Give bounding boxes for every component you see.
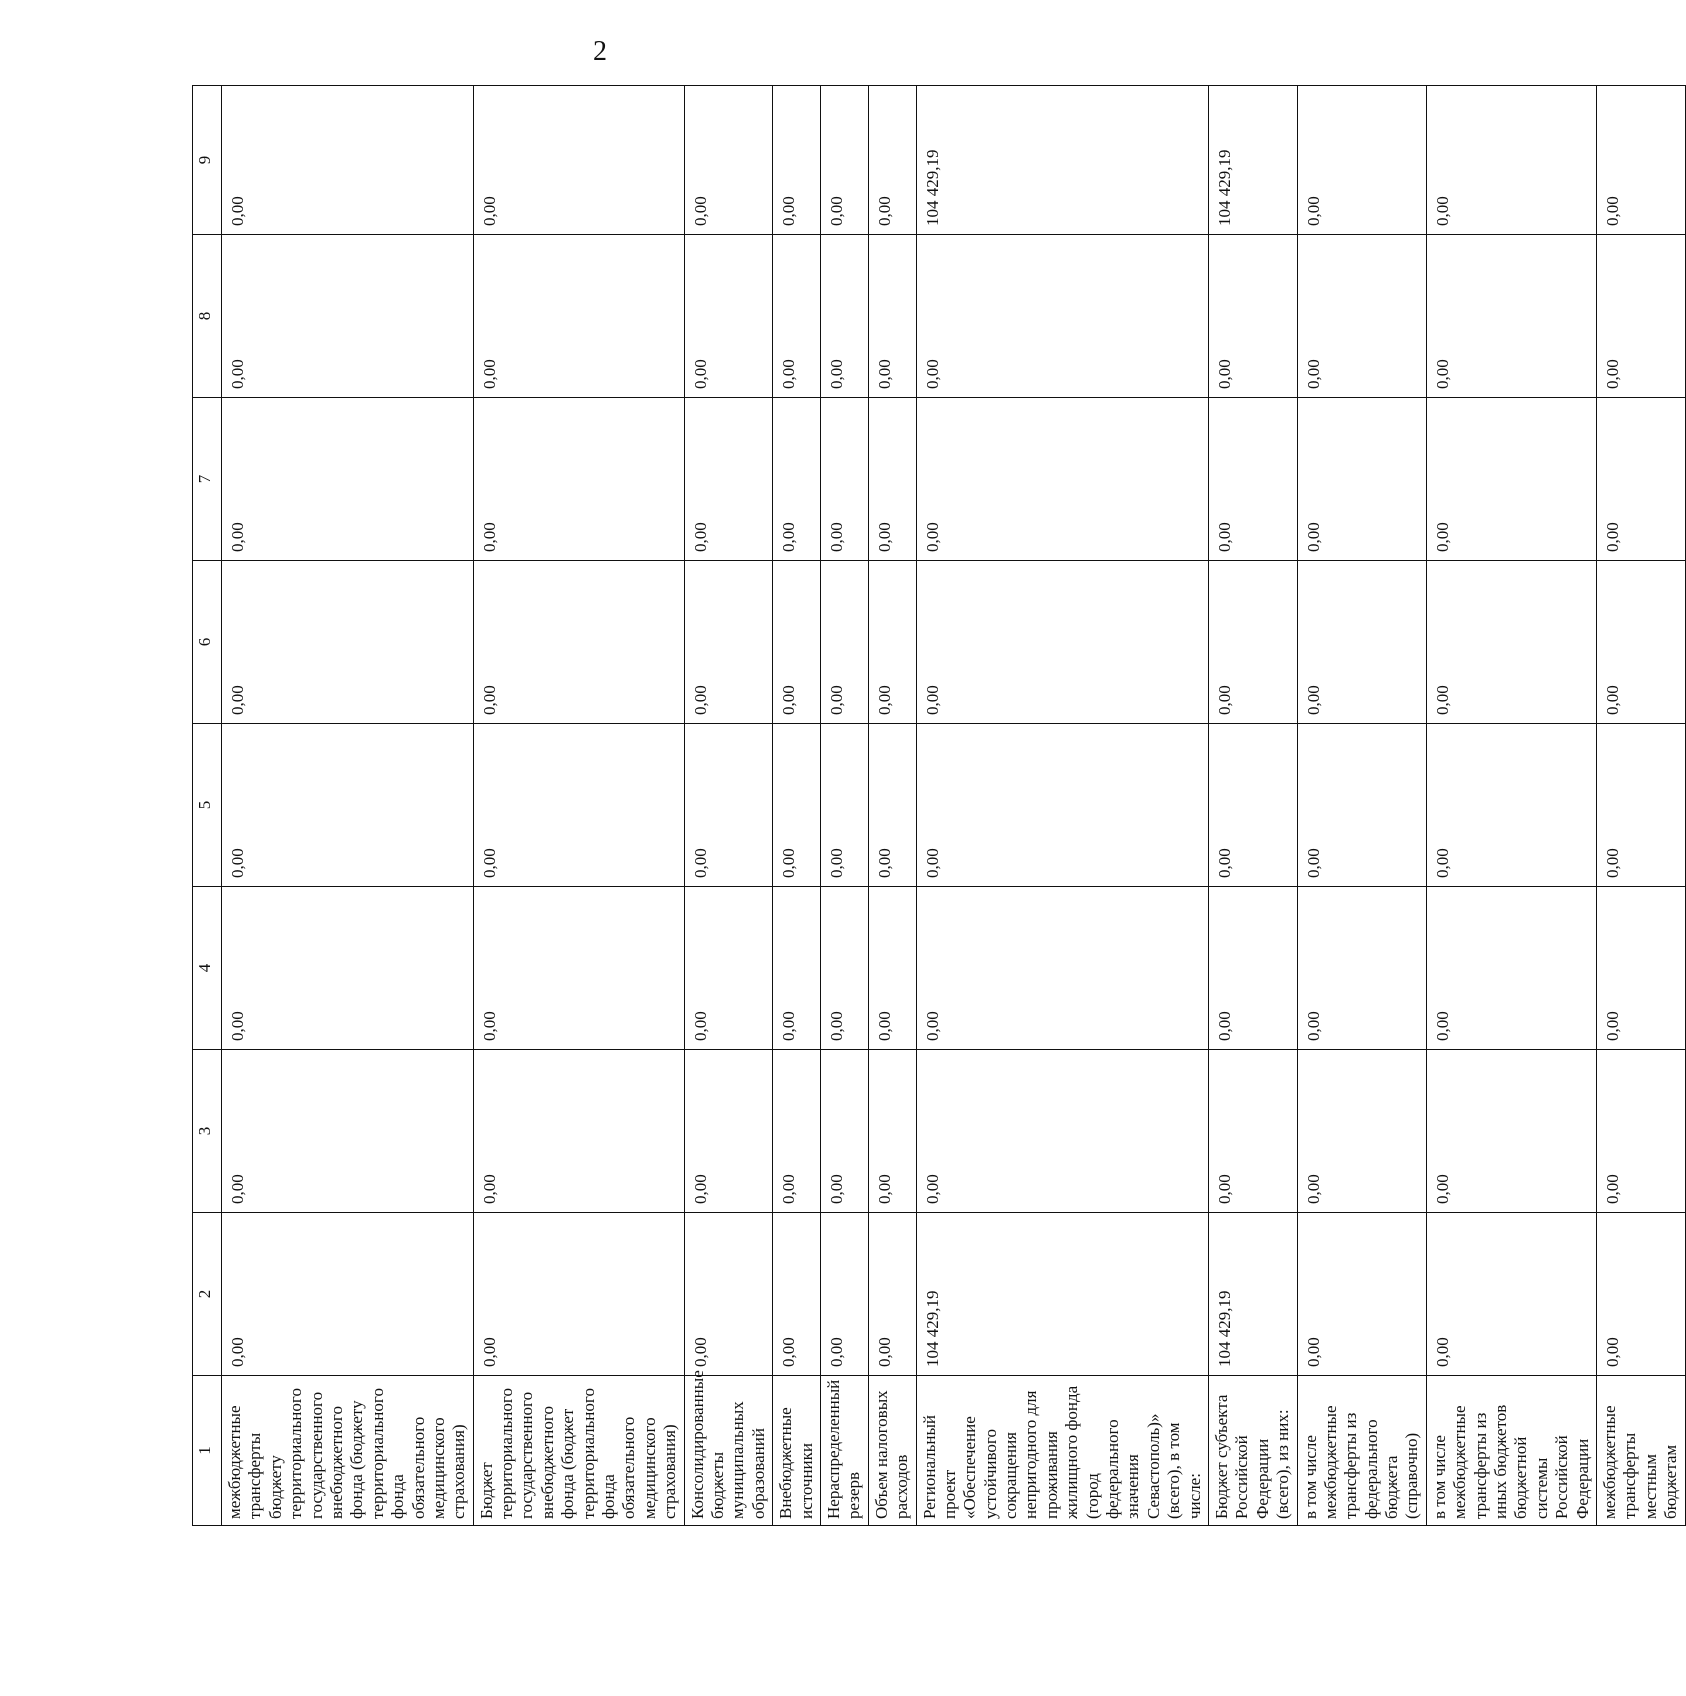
cell-value: 0,00: [916, 235, 1208, 398]
column-header-6: 6: [193, 561, 222, 724]
cell-value: 0,00: [1426, 86, 1596, 235]
cell-value: 0,00: [1208, 724, 1297, 887]
cell-value: 0,00: [868, 724, 916, 887]
cell-value: 0,00: [222, 398, 474, 561]
cell-value: 0,00: [820, 561, 868, 724]
column-header-4: 4: [193, 887, 222, 1050]
cell-value: 0,00: [1426, 561, 1596, 724]
cell-value: 0,00: [916, 561, 1208, 724]
table-row: [473, 86, 684, 1526]
cell-value: 0,00: [868, 561, 916, 724]
row-label: в том числе межбюджетные трансферты из иных бюджетов бюджетной системы Российской Федерации: [1426, 1376, 1596, 1526]
cell-value: 0,00: [773, 1213, 821, 1376]
cell-value: 0,00: [1597, 1213, 1686, 1376]
cell-value: 104 429,19: [1208, 1213, 1297, 1376]
cell-value: 0,00: [684, 86, 773, 235]
cell-value: 0,00: [1297, 1213, 1426, 1376]
cell-value: 0,00: [684, 1213, 773, 1376]
cell-value: 0,00: [773, 235, 821, 398]
column-header-3: 3: [193, 1050, 222, 1213]
cell-value: 0,00: [868, 398, 916, 561]
cell-value: 0,00: [820, 724, 868, 887]
cell-value: 0,00: [1297, 561, 1426, 724]
cell-value: 0,00: [820, 1213, 868, 1376]
cell-value: 0,00: [1297, 398, 1426, 561]
cell-value: 0,00: [916, 398, 1208, 561]
cell-value: 0,00: [684, 887, 773, 1050]
cell-value: 0,00: [473, 235, 684, 398]
header-row: [193, 86, 222, 1526]
column-header-9: 9: [193, 86, 222, 235]
cell-value: 0,00: [684, 724, 773, 887]
table-row: [1208, 86, 1297, 1526]
rotated-table-container: [192, 86, 1681, 1526]
cell-value: 0,00: [684, 561, 773, 724]
cell-value: 0,00: [473, 561, 684, 724]
cell-value: 0,00: [1208, 561, 1297, 724]
table-row: [868, 86, 916, 1526]
row-label: в том числе межбюджетные трансферты из федерального бюджета (справочно): [1297, 1376, 1426, 1526]
cell-value: 0,00: [1297, 724, 1426, 887]
table-row: [916, 86, 1208, 1526]
cell-value: 0,00: [820, 398, 868, 561]
row-label: Нераспределенный резерв: [820, 1376, 868, 1526]
row-label: Бюджет субъекта Российской Федерации (всего), из них:: [1208, 1376, 1297, 1526]
cell-value: 0,00: [684, 1050, 773, 1213]
cell-value: 0,00: [222, 86, 474, 235]
budget-table: [192, 85, 1686, 1526]
cell-value: 0,00: [868, 235, 916, 398]
table-row: [820, 86, 868, 1526]
cell-value: 0,00: [916, 1050, 1208, 1213]
table-row: [773, 86, 821, 1526]
cell-value: 0,00: [1208, 398, 1297, 561]
column-header-1: 1: [193, 1376, 222, 1526]
cell-value: 0,00: [773, 561, 821, 724]
cell-value: 0,00: [473, 724, 684, 887]
cell-value: 0,00: [1597, 398, 1686, 561]
cell-value: 0,00: [1297, 235, 1426, 398]
column-header-2: 2: [193, 1213, 222, 1376]
cell-value: 0,00: [820, 887, 868, 1050]
row-label: межбюджетные трансферты бюджету территориального государственного внебюджетного фонда (бюджету территориального фонда обязательного медицинского страхования): [222, 1376, 474, 1526]
row-label: Региональный проект «Обеспечение устойчивого сокращения непригодного для проживания жилищного фонда (город федерального значения Севастополь)» (всего), в том числе:: [916, 1376, 1208, 1526]
cell-value: 0,00: [868, 887, 916, 1050]
cell-value: 0,00: [473, 1050, 684, 1213]
cell-value: 0,00: [1297, 887, 1426, 1050]
cell-value: 104 429,19: [1208, 86, 1297, 235]
cell-value: 0,00: [684, 235, 773, 398]
cell-value: 0,00: [1426, 1213, 1596, 1376]
cell-value: 0,00: [773, 887, 821, 1050]
cell-value: 0,00: [868, 1213, 916, 1376]
cell-value: 0,00: [916, 724, 1208, 887]
table-row: [1597, 86, 1686, 1526]
cell-value: 0,00: [1208, 887, 1297, 1050]
cell-value: 0,00: [820, 86, 868, 235]
cell-value: 0,00: [773, 724, 821, 887]
cell-value: 0,00: [222, 724, 474, 887]
cell-value: 0,00: [1208, 235, 1297, 398]
table-body: [222, 86, 1686, 1526]
cell-value: 104 429,19: [916, 86, 1208, 235]
row-label: межбюджетные трансферты местным бюджетам: [1597, 1376, 1686, 1526]
cell-value: 0,00: [684, 398, 773, 561]
cell-value: 0,00: [773, 398, 821, 561]
cell-value: 0,00: [222, 887, 474, 1050]
cell-value: 0,00: [1426, 724, 1596, 887]
table-row: [1426, 86, 1596, 1526]
cell-value: 0,00: [473, 1213, 684, 1376]
cell-value: 0,00: [222, 561, 474, 724]
cell-value: 0,00: [222, 1213, 474, 1376]
cell-value: 0,00: [868, 86, 916, 235]
cell-value: 0,00: [1597, 1050, 1686, 1213]
cell-value: 0,00: [773, 86, 821, 235]
row-label: Бюджет территориального государственного внебюджетного фонда (бюджет территориального фонда обязательного медицинского страхования): [473, 1376, 684, 1526]
column-header-7: 7: [193, 398, 222, 561]
cell-value: 0,00: [1208, 1050, 1297, 1213]
table-row: [1297, 86, 1426, 1526]
column-header-5: 5: [193, 724, 222, 887]
cell-value: 0,00: [1597, 86, 1686, 235]
cell-value: 0,00: [222, 235, 474, 398]
cell-value: 0,00: [1426, 1050, 1596, 1213]
cell-value: 0,00: [1426, 398, 1596, 561]
cell-value: 0,00: [1597, 235, 1686, 398]
row-label: Объем налоговых расходов: [868, 1376, 916, 1526]
cell-value: 0,00: [473, 887, 684, 1050]
table-row: [684, 86, 773, 1526]
cell-value: 0,00: [1597, 561, 1686, 724]
cell-value: 0,00: [1297, 86, 1426, 235]
cell-value: 0,00: [916, 887, 1208, 1050]
row-label: Внебюджетные источники: [773, 1376, 821, 1526]
cell-value: 0,00: [222, 1050, 474, 1213]
cell-value: 0,00: [473, 86, 684, 235]
cell-value: 0,00: [773, 1050, 821, 1213]
cell-value: 104 429,19: [916, 1213, 1208, 1376]
cell-value: 0,00: [868, 1050, 916, 1213]
cell-value: 0,00: [1297, 1050, 1426, 1213]
column-header-8: 8: [193, 235, 222, 398]
table-row: [222, 86, 474, 1526]
cell-value: 0,00: [1426, 887, 1596, 1050]
cell-value: 0,00: [473, 398, 684, 561]
cell-value: 0,00: [820, 235, 868, 398]
cell-value: 0,00: [820, 1050, 868, 1213]
cell-value: 0,00: [1597, 724, 1686, 887]
row-label: Консолидированные бюджеты муниципальных образований: [684, 1376, 773, 1526]
page-number: 2: [593, 36, 607, 67]
cell-value: 0,00: [1426, 235, 1596, 398]
cell-value: 0,00: [1597, 887, 1686, 1050]
